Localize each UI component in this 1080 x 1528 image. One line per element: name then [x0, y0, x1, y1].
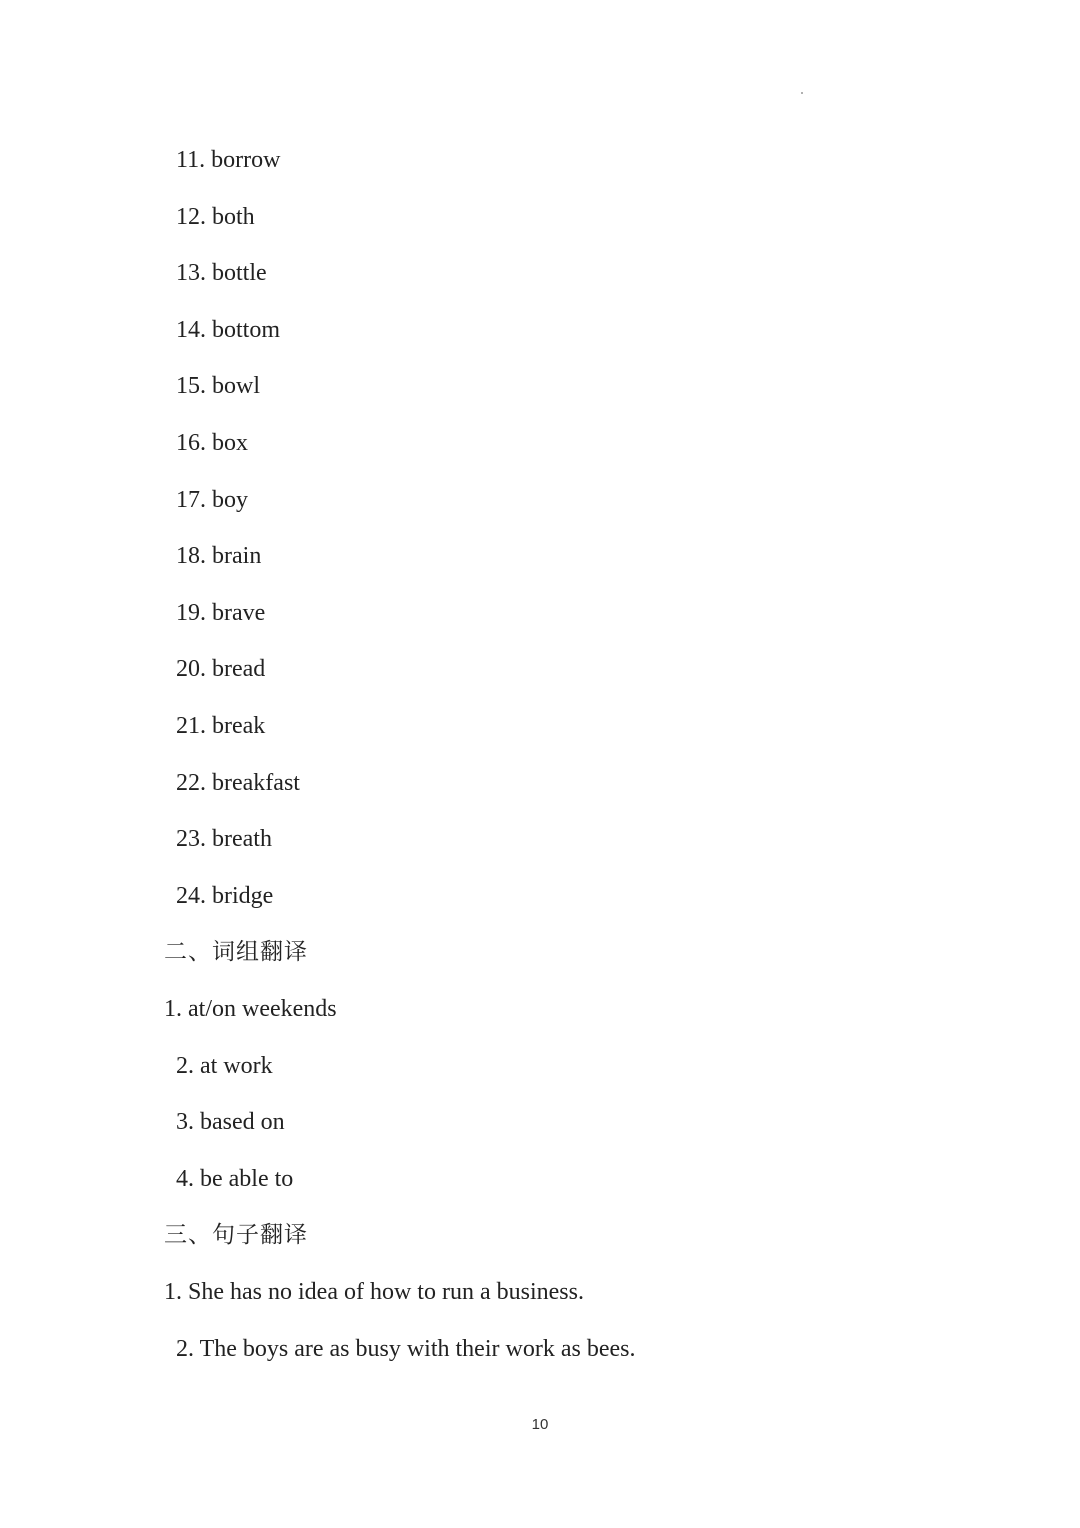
vocab-item: 12. both	[176, 204, 255, 230]
sentence-item: 2. The boys are as busy with their work as bees.	[176, 1336, 636, 1362]
phrase-item: 4. be able to	[176, 1166, 294, 1192]
vocab-item: 21. break	[176, 713, 266, 739]
vocab-item: 18. brain	[176, 543, 262, 569]
vocab-item: 11. borrow	[176, 147, 281, 173]
section-heading-sentences: 三、句子翻译	[164, 1222, 308, 1248]
vocab-item: 24. bridge	[176, 883, 274, 909]
vocab-item: 17. boy	[176, 487, 248, 513]
vocab-item: 22. breakfast	[176, 770, 300, 796]
vocab-item: 14. bottom	[176, 317, 281, 343]
vocab-item: 20. bread	[176, 656, 266, 682]
scan-speck	[801, 92, 803, 94]
phrase-item: 2. at work	[176, 1053, 273, 1079]
phrase-item: 3. based on	[176, 1109, 285, 1135]
sentence-item: 1. She has no idea of how to run a business.	[164, 1279, 584, 1305]
phrase-item: 1. at/on weekends	[164, 996, 337, 1022]
vocab-item: 16. box	[176, 430, 248, 456]
vocab-item: 19. brave	[176, 600, 266, 626]
page-number: 10	[531, 1416, 549, 1433]
vocab-item: 15. bowl	[176, 373, 260, 399]
vocab-item: 23. breath	[176, 826, 272, 852]
vocab-item: 13. bottle	[176, 260, 267, 286]
section-heading-phrases: 二、词组翻译	[164, 939, 308, 965]
